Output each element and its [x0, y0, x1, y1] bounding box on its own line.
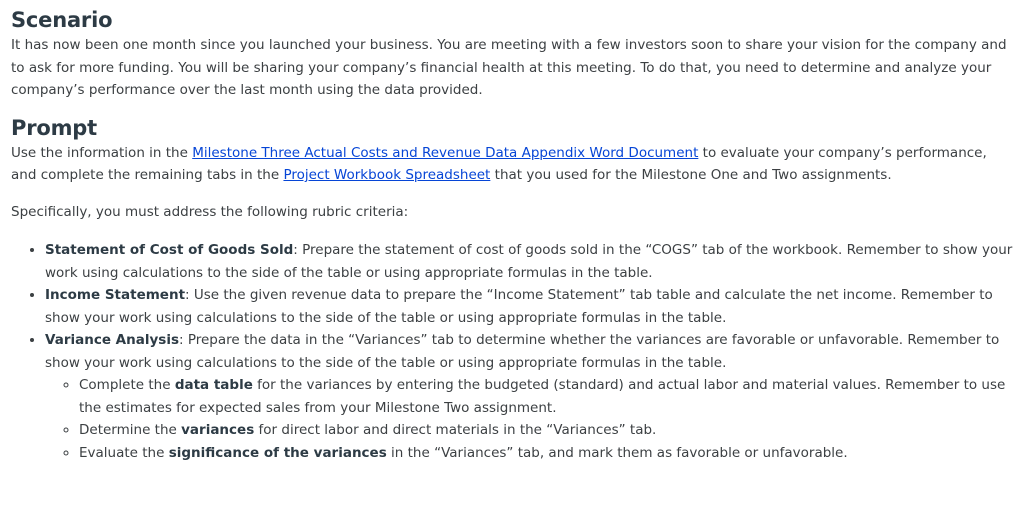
scenario-heading: Scenario [11, 8, 113, 32]
criterion-text: : Prepare the data in the “Variances” tab to determine whether the variances are favorable or unfavorable. Remember to show your work using calculations to the side of the table or using appropriate formulas in the table. [45, 332, 1000, 371]
variance-subcriteria-list [45, 374, 1014, 464]
prompt-text-middle: to evaluate your company’s performance, and complete the remaining tabs in the [11, 144, 987, 183]
prompt-paragraph [11, 142, 1014, 187]
subcriterion-variances [79, 419, 1014, 442]
subcriterion-emphasis: significance of the variances [168, 444, 387, 461]
criterion-label: Income Statement [45, 287, 186, 303]
rubric-intro: Specifically, you must address the following rubric criteria: [11, 203, 409, 220]
project-workbook-link[interactable]: Project Workbook Spreadsheet [283, 167, 491, 183]
appendix-document-link[interactable]: Milestone Three Actual Costs and Revenue Data Appendix Word Document [192, 144, 699, 161]
prompt-text-start: Use the information in the [11, 144, 193, 161]
subcriterion-text-end: for the variances by entering the budgeted (standard) and actual labor and material values. Remember to use the estimates for expected sales from your Milestone Two assignment. [79, 377, 1006, 416]
subcriterion-significance [79, 442, 1014, 465]
paragraph-spacer [11, 187, 1014, 201]
rubric-criteria-list [11, 239, 1014, 464]
subcriterion-data-table [79, 374, 1014, 419]
subcriterion-emphasis: data table [174, 377, 253, 393]
criterion-label: Variance Analysis [45, 332, 179, 348]
subcriterion-text-end: in the “Variances” tab, and mark them as favorable or unfavorable. [386, 444, 848, 461]
subcriterion-emphasis: variances [181, 422, 255, 438]
subcriterion-text-start: Evaluate the [79, 444, 169, 461]
prompt-heading: Prompt [11, 115, 97, 140]
prompt-text-end: that you used for the Milestone One and Two assignments. [490, 167, 892, 183]
scenario-paragraph: It has now been one month since you launched your business. You are meeting with a few investors soon to share your vision for the company and to ask for more funding. You will be sharing your company’s financial health at this meeting. To do that, you need to determine and analyze your company’s performance over the last month using the data provided. [11, 37, 1007, 98]
criterion-cogs [45, 239, 1014, 284]
criterion-text: : Use the given revenue data to prepare the “Income Statement” tab table and calculate the net income. Remember to show your work using calculations to the side of the table or using appropriate formulas in the table. [45, 287, 993, 326]
criterion-text: : Prepare the statement of cost of goods sold in the “COGS” tab of the workbook. Remember to show your work using calculations to the side of the table or using appropriate formulas in the table. [45, 242, 1013, 281]
criterion-variance-analysis [45, 329, 1014, 464]
criterion-income-statement [45, 284, 1014, 329]
subcriterion-text-start: Complete the [79, 377, 175, 393]
subcriterion-text-end: for direct labor and direct materials in the “Variances” tab. [254, 422, 657, 438]
criterion-label: Statement of Cost of Goods Sold [45, 242, 294, 258]
section-gap [11, 102, 1014, 114]
subcriterion-text-start: Determine the [79, 422, 182, 438]
